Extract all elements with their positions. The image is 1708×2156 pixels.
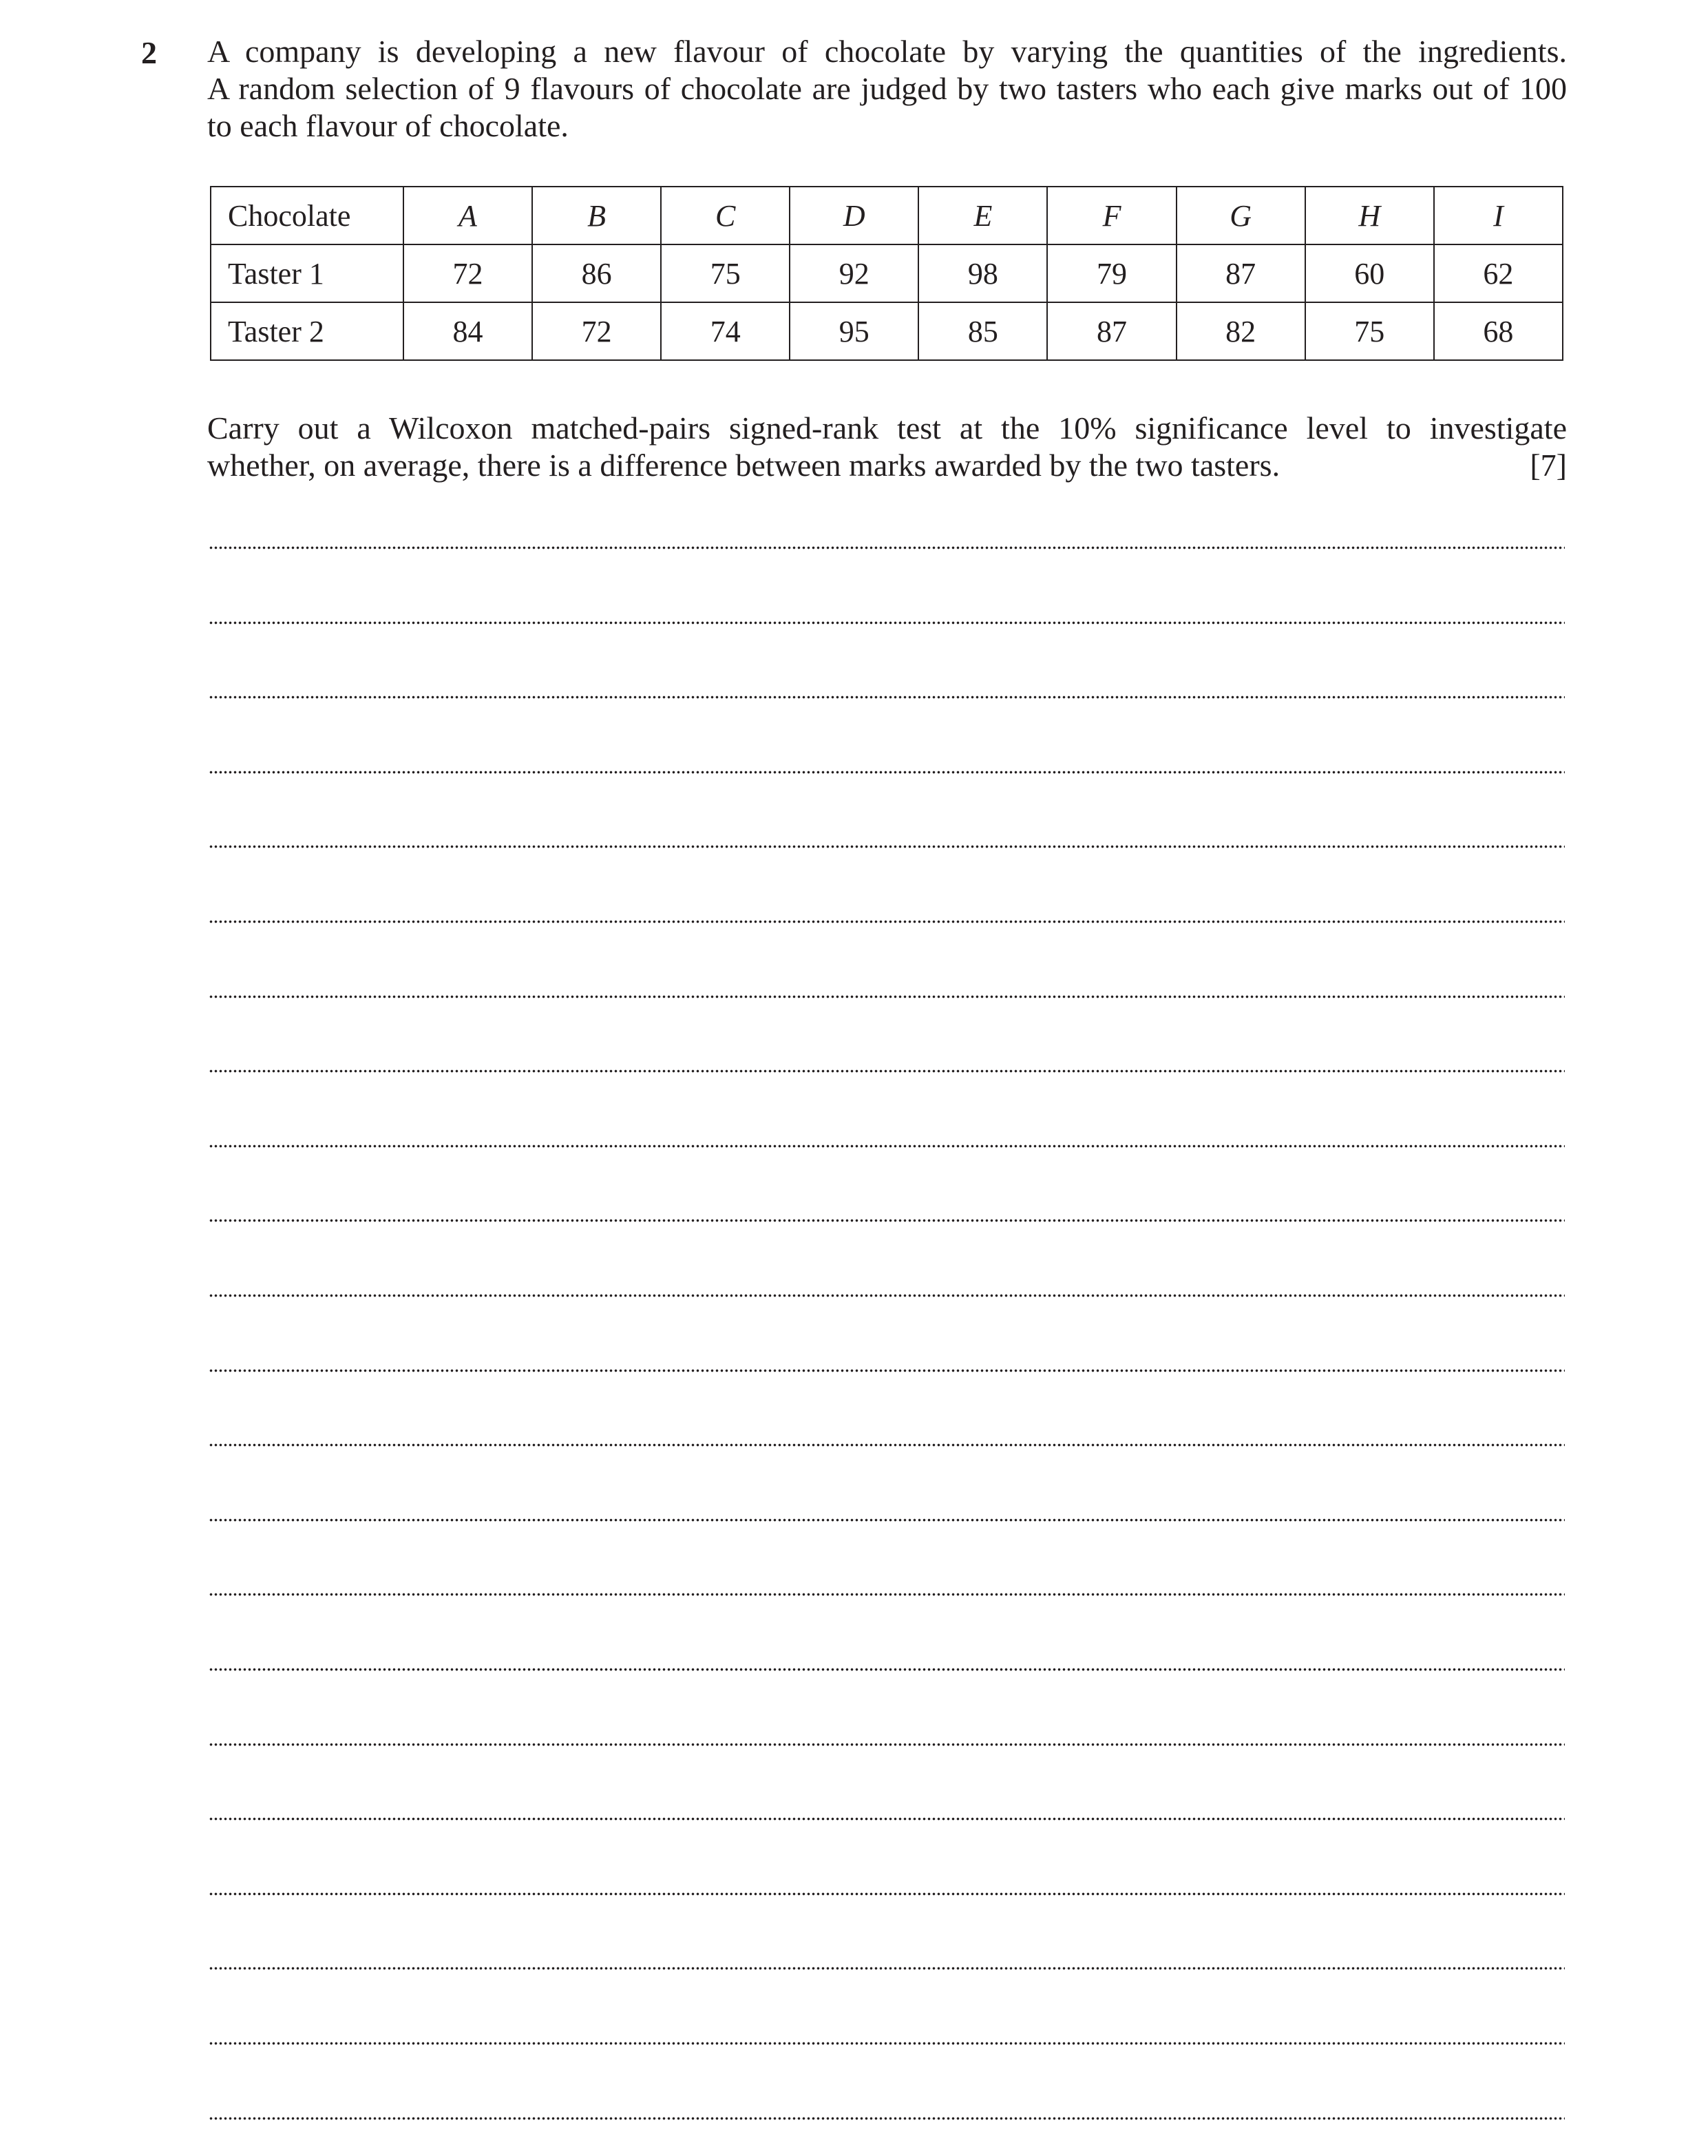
- answer-line[interactable]: [209, 2042, 1565, 2045]
- question-intro: [207, 33, 1567, 145]
- task-instruction: [207, 410, 1567, 484]
- answer-line[interactable]: [209, 1743, 1565, 1746]
- intro-line: A random selection of 9 flavours of chocolate are judged by two tasters who each give marks out of 100: [207, 71, 1567, 106]
- row-label: Taster 2: [211, 302, 403, 360]
- answer-line[interactable]: [209, 1443, 1565, 1447]
- task-line: whether, on average, there is a difference between marks awarded by the two tasters.: [207, 448, 1280, 483]
- table-cell: 92: [790, 244, 918, 302]
- flavour-header: A: [403, 187, 532, 244]
- answer-line[interactable]: [209, 995, 1565, 998]
- table-cell: 84: [403, 302, 532, 360]
- task-line: Carry out a Wilcoxon matched-pairs signed-rank test at the 10% significance level to investigate: [207, 410, 1567, 446]
- answer-line[interactable]: [209, 1144, 1565, 1148]
- marks-allocation: [7]: [1530, 448, 1567, 483]
- table-header-row: [211, 187, 1563, 244]
- answer-line[interactable]: [209, 2117, 1565, 2120]
- answer-line[interactable]: [209, 1518, 1565, 1522]
- flavour-header: H: [1305, 187, 1434, 244]
- flavour-header: C: [661, 187, 790, 244]
- table-cell: 72: [403, 244, 532, 302]
- answer-line[interactable]: [209, 1817, 1565, 1821]
- answer-line[interactable]: [209, 1668, 1565, 1671]
- flavour-header: G: [1177, 187, 1305, 244]
- table-cell: 75: [661, 244, 790, 302]
- answer-line[interactable]: [209, 621, 1565, 625]
- answer-line[interactable]: [209, 1593, 1565, 1596]
- answer-line[interactable]: [209, 1219, 1565, 1222]
- answer-line[interactable]: [209, 546, 1565, 550]
- table-cell: 79: [1047, 244, 1176, 302]
- answer-line[interactable]: [209, 1294, 1565, 1297]
- table-cell: 74: [661, 302, 790, 360]
- table-cell: 68: [1434, 302, 1563, 360]
- table-cell: 87: [1177, 244, 1305, 302]
- table-row: [211, 302, 1563, 360]
- table-cell: 87: [1047, 302, 1176, 360]
- marks-table: [210, 186, 1563, 361]
- row-label: Taster 1: [211, 244, 403, 302]
- task-line-row: [207, 447, 1567, 484]
- flavour-header: D: [790, 187, 918, 244]
- answer-line[interactable]: [209, 1369, 1565, 1372]
- table-cell: 60: [1305, 244, 1434, 302]
- answer-line[interactable]: [209, 920, 1565, 923]
- answer-line[interactable]: [209, 771, 1565, 774]
- table-row: [211, 244, 1563, 302]
- table-cell: 98: [918, 244, 1047, 302]
- table-cell: 86: [532, 244, 661, 302]
- answer-line[interactable]: [209, 1069, 1565, 1073]
- question-number: 2: [141, 35, 157, 70]
- intro-line: A company is developing a new flavour of chocolate by varying the quantities of the ingredients.: [207, 34, 1567, 69]
- table-cell: 82: [1177, 302, 1305, 360]
- intro-line: to each flavour of chocolate.: [207, 108, 569, 143]
- answer-line[interactable]: [209, 1892, 1565, 1896]
- table-cell: 75: [1305, 302, 1434, 360]
- table-cell: 62: [1434, 244, 1563, 302]
- flavour-header: I: [1434, 187, 1563, 244]
- table-header-label: Chocolate: [211, 187, 403, 244]
- table-cell: 85: [918, 302, 1047, 360]
- table-cell: 72: [532, 302, 661, 360]
- flavour-header: F: [1047, 187, 1176, 244]
- table-cell: 95: [790, 302, 918, 360]
- answer-line[interactable]: [209, 1967, 1565, 1970]
- answer-line[interactable]: [209, 845, 1565, 848]
- flavour-header: E: [918, 187, 1047, 244]
- flavour-header: B: [532, 187, 661, 244]
- answer-line[interactable]: [209, 695, 1565, 699]
